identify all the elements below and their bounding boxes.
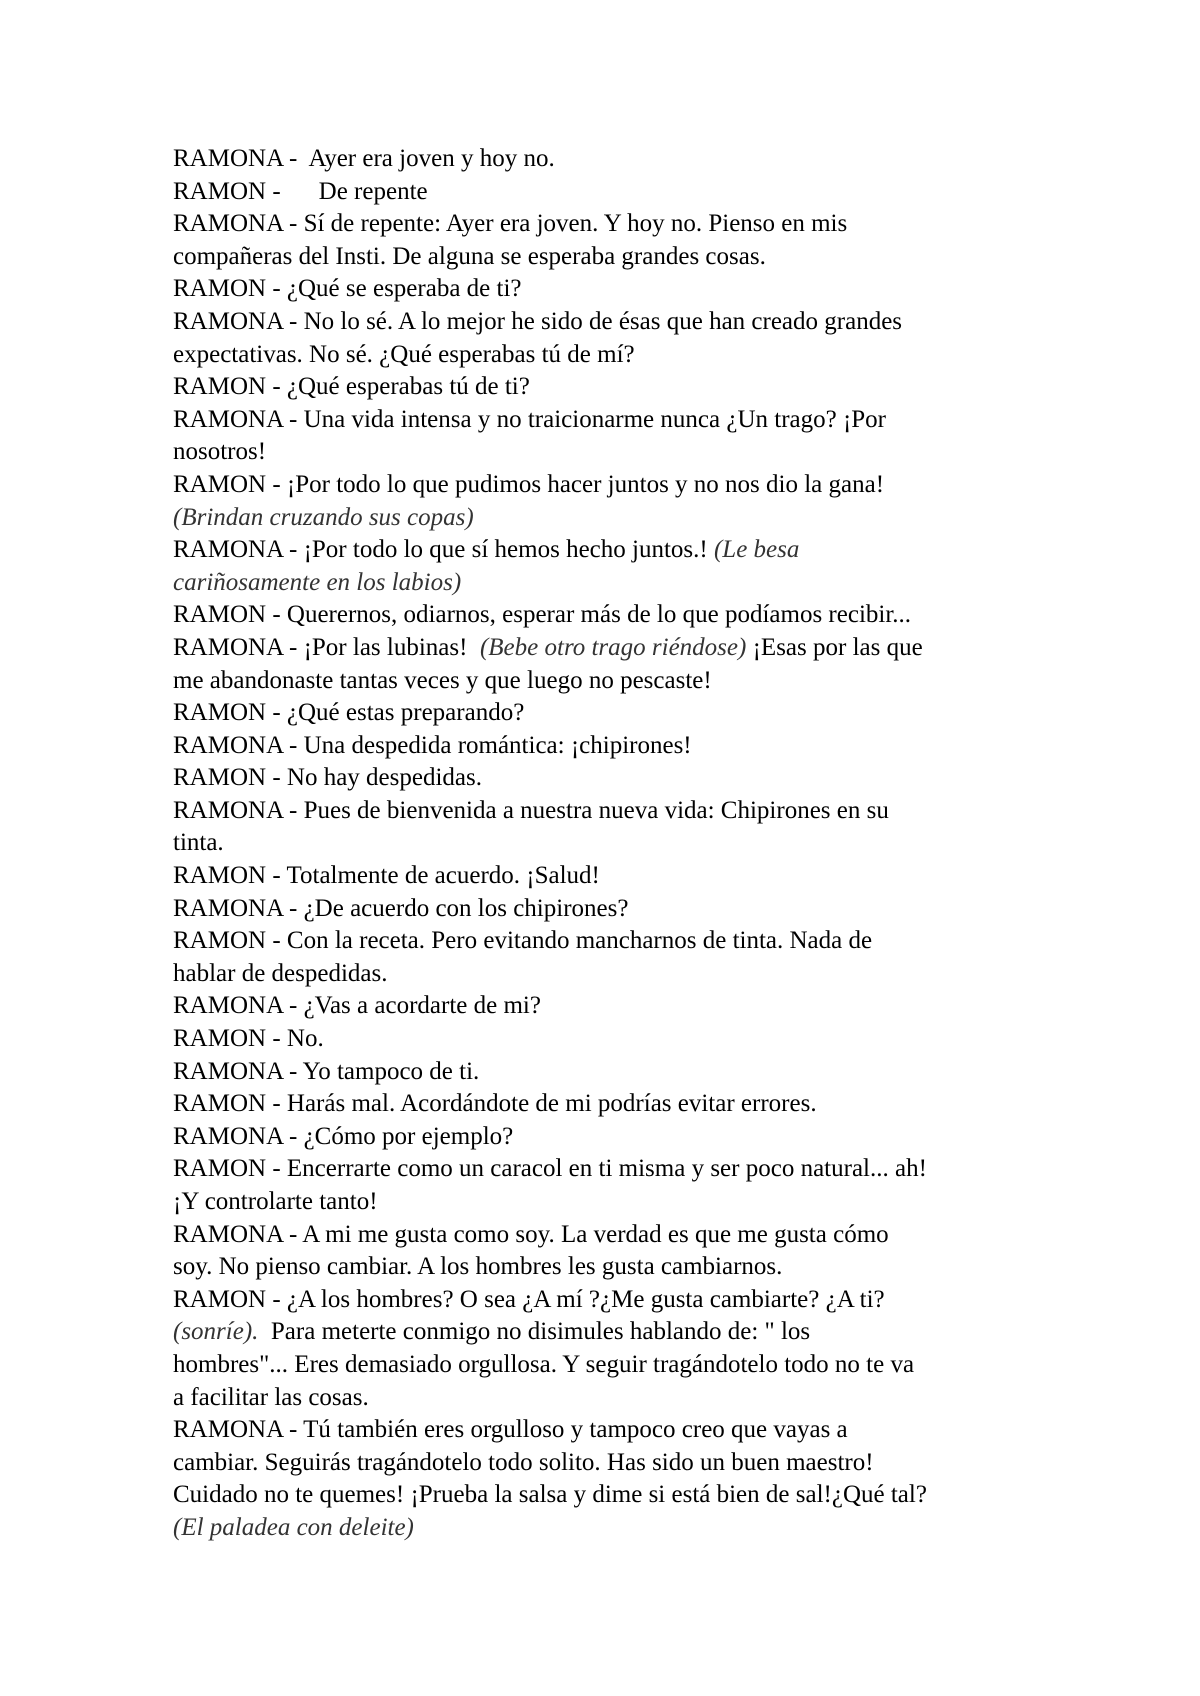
dialogue-line xyxy=(173,827,1053,860)
line-text: Querernos, odiarnos, esperar más de lo que podíamos recibir... xyxy=(286,601,912,629)
dialogue-line xyxy=(173,1219,1053,1252)
line-text: No hay despedidas. xyxy=(286,764,482,792)
dialogue-line xyxy=(173,665,1053,698)
line-text: ¡Esas por las que xyxy=(752,633,923,661)
speaker-name: RAMON - xyxy=(173,927,281,955)
speaker-name: RAMONA - xyxy=(173,731,298,759)
line-text: De repente xyxy=(318,177,428,205)
stage-direction: (Bebe otro trago riéndose) xyxy=(479,633,747,661)
line-text: ¿Qué estas preparando? xyxy=(286,699,525,727)
dialogue-line xyxy=(173,1121,1053,1154)
line-text: Tú también eres orgulloso y tampoco creo que vayas a xyxy=(303,1416,848,1444)
dialogue-line xyxy=(173,730,1053,763)
dialogue-line xyxy=(173,1414,1053,1447)
dialogue-line xyxy=(173,599,1053,632)
speaker-name: RAMON - xyxy=(173,601,281,629)
line-text: ¿A los hombres? O sea ¿A mí ?¿Me gusta cambiarte? ¿A ti? xyxy=(286,1285,885,1313)
stage-direction: (Brindan cruzando sus copas) xyxy=(173,503,474,531)
speaker-name: RAMONA - xyxy=(173,633,298,661)
line-text: hombres"... Eres demasiado orgullosa. Y seguir tragándotelo todo no te va xyxy=(173,1350,915,1378)
dialogue-line xyxy=(173,1447,1053,1480)
dialogue-line xyxy=(173,893,1053,926)
speaker-name: RAMONA - xyxy=(173,796,298,824)
line-text: expectativas. No sé. ¿Qué esperabas tú de mí? xyxy=(173,340,635,368)
line-text: Totalmente de acuerdo. ¡Salud! xyxy=(286,862,600,890)
line-text: ¿De acuerdo con los chipirones? xyxy=(303,894,629,922)
line-text: hablar de despedidas. xyxy=(173,959,388,987)
line-text: tinta. xyxy=(173,829,224,857)
dialogue-line xyxy=(173,208,1053,241)
line-text: Sí de repente: Ayer era joven. Y hoy no. Pienso en mis xyxy=(303,210,848,238)
dialogue-line xyxy=(173,273,1053,306)
dialogue-line xyxy=(173,1023,1053,1056)
speaker-name: RAMONA - xyxy=(173,1416,298,1444)
dialogue-line xyxy=(173,795,1053,828)
dialogue-line xyxy=(173,925,1053,958)
line-text: A mi me gusta como soy. La verdad es que me gusta cómo xyxy=(302,1220,889,1248)
dialogue-line xyxy=(173,436,1053,469)
speaker-name: RAMON - xyxy=(173,1155,281,1183)
line-text: ¡Por las lubinas! xyxy=(303,633,468,661)
speaker-name: RAMONA - xyxy=(173,536,298,564)
stage-direction: (Le besa xyxy=(713,536,800,564)
speaker-name: RAMON - xyxy=(173,764,281,792)
speaker-name: RAMONA - xyxy=(173,145,298,172)
line-text: Una vida intensa y no traicionarme nunca ¿Un trago? ¡Por xyxy=(303,405,887,433)
line-text: No lo sé. A lo mejor he sido de ésas que han creado grandes xyxy=(303,307,903,335)
line-text: compañeras del Insti. De alguna se esperaba grandes cosas. xyxy=(173,242,766,270)
speaker-name: RAMON - xyxy=(173,373,281,401)
speaker-name: RAMONA - xyxy=(173,1122,298,1150)
line-text: ¿Vas a acordarte de mi? xyxy=(303,992,541,1020)
line-text: Harás mal. Acordándote de mi podrías evitar errores. xyxy=(286,1090,817,1118)
line-text: Cuidado no te quemes! ¡Prueba la salsa y dime si está bien de sal!¿Qué tal? xyxy=(173,1481,927,1509)
speaker-name: RAMON - xyxy=(173,470,281,498)
dialogue-line xyxy=(173,1512,1053,1545)
dialogue-line xyxy=(173,339,1053,372)
speaker-name: RAMONA - xyxy=(173,992,298,1020)
dialogue-line xyxy=(173,990,1053,1023)
line-text: Con la receta. Pero evitando mancharnos de tinta. Nada de xyxy=(286,927,873,955)
line-text: ¿Qué se esperaba de ti? xyxy=(286,275,522,303)
line-text: ¡Por todo lo que sí hemos hecho juntos.! xyxy=(303,536,708,564)
speaker-name: RAMON - xyxy=(173,275,281,303)
speaker-name: RAMON - xyxy=(173,1090,281,1118)
speaker-name: RAMON - xyxy=(173,699,281,727)
dialogue-line xyxy=(173,469,1053,502)
dialogue-line xyxy=(173,143,1053,176)
speaker-name: RAMONA - xyxy=(173,307,298,335)
line-text: Yo tampoco de ti. xyxy=(302,1057,480,1085)
line-text: ¿Cómo por ejemplo? xyxy=(303,1122,514,1150)
dialogue-line xyxy=(173,1251,1053,1284)
speaker-name: RAMONA - xyxy=(173,210,298,238)
dialogue-line xyxy=(173,306,1053,339)
speaker-name: RAMON - xyxy=(173,1285,281,1313)
stage-direction: cariñosamente en los labios) xyxy=(173,568,462,596)
line-text: ¡Por todo lo que pudimos hacer juntos y no nos dio la gana! xyxy=(286,470,885,498)
speaker-name: RAMONA - xyxy=(173,894,298,922)
dialogue-line xyxy=(173,860,1053,893)
line-text: soy. No pienso cambiar. A los hombres les gusta cambiarnos. xyxy=(173,1253,783,1281)
dialogue-line xyxy=(173,1382,1053,1415)
dialogue-line xyxy=(173,176,1053,209)
dialogue-line xyxy=(173,534,1053,567)
dialogue-line xyxy=(173,697,1053,730)
dialogue-line xyxy=(173,1153,1053,1186)
line-text: ¿Qué esperabas tú de ti? xyxy=(286,373,530,401)
line-text: Para meterte conmigo no disimules hablando de: " los xyxy=(270,1318,811,1346)
line-text: Ayer era joven y hoy no. xyxy=(308,145,555,172)
dialogue-line xyxy=(173,371,1053,404)
speaker-name: RAMONA - xyxy=(173,1057,298,1085)
script-page xyxy=(173,143,1053,1545)
dialogue-line xyxy=(173,632,1053,665)
line-text: Una despedida romántica: ¡chipirones! xyxy=(303,731,692,759)
dialogue-line xyxy=(173,1088,1053,1121)
line-text: No. xyxy=(286,1025,324,1053)
line-text: a facilitar las cosas. xyxy=(173,1383,369,1411)
dialogue-line xyxy=(173,241,1053,274)
dialogue-line xyxy=(173,1479,1053,1512)
line-text: cambiar. Seguirás tragándotelo todo solito. Has sido un buen maestro! xyxy=(173,1448,874,1476)
dialogue-line xyxy=(173,404,1053,437)
speaker-name: RAMON - xyxy=(173,177,281,205)
dialogue-line xyxy=(173,1186,1053,1219)
speaker-name: RAMON - xyxy=(173,1025,281,1053)
dialogue-line xyxy=(173,1349,1053,1382)
line-text: Encerrarte como un caracol en ti misma y ser poco natural... ah! xyxy=(286,1155,927,1183)
line-text: nosotros! xyxy=(173,438,267,466)
dialogue-line xyxy=(173,1316,1053,1349)
line-text: Pues de bienvenida a nuestra nueva vida: Chipirones en su xyxy=(303,796,889,824)
dialogue-line xyxy=(173,502,1053,535)
speaker-name: RAMONA - xyxy=(173,405,298,433)
stage-direction: (sonríe). xyxy=(173,1318,259,1346)
speaker-name: RAMONA - xyxy=(173,1220,298,1248)
speaker-name: RAMON - xyxy=(173,862,281,890)
stage-direction: (El paladea con deleite) xyxy=(173,1513,414,1541)
dialogue-line xyxy=(173,762,1053,795)
line-text: me abandonaste tantas veces y que luego no pescaste! xyxy=(173,666,712,694)
dialogue-line xyxy=(173,958,1053,991)
dialogue-line xyxy=(173,1284,1053,1317)
dialogue-line xyxy=(173,1056,1053,1089)
dialogue-line xyxy=(173,567,1053,600)
line-text: ¡Y controlarte tanto! xyxy=(173,1188,378,1215)
